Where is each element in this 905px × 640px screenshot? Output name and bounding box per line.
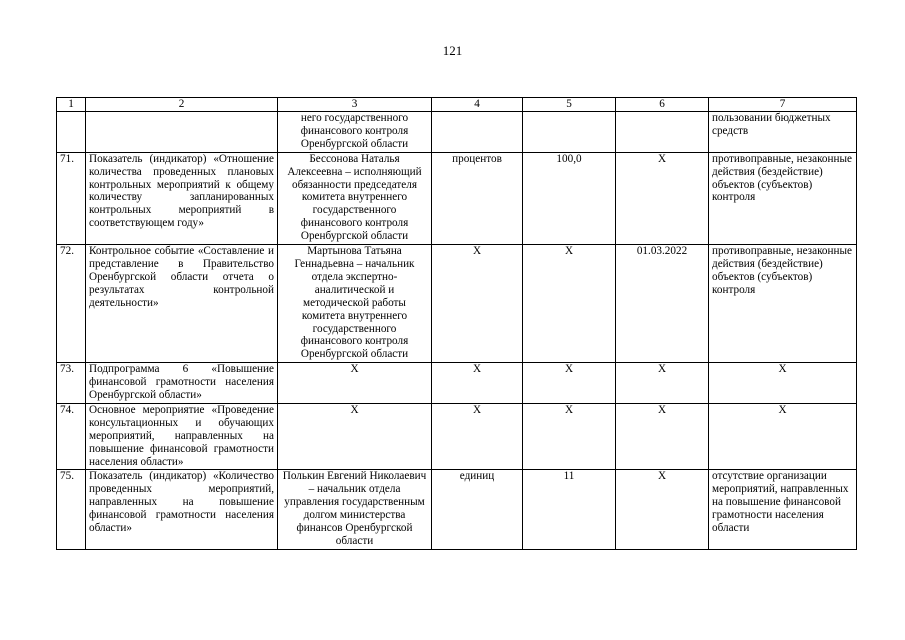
row-value: 100,0 <box>523 152 616 244</box>
row-responsible: X <box>278 403 432 470</box>
header-row <box>57 98 857 112</box>
row-unit: X <box>432 363 523 404</box>
row-date: X <box>616 363 709 404</box>
row-number: 72. <box>57 245 86 363</box>
row-date: X <box>616 403 709 470</box>
column-header-6: 6 <box>616 98 709 112</box>
row-risk: пользовании бюджетных средств <box>709 112 857 153</box>
row-responsible: него государственного финансового контроля Оренбургской области <box>278 112 432 153</box>
row-risk: противоправные, незаконные действия (бездействие) объектов (субъектов) контроля <box>709 152 857 244</box>
row-value: X <box>523 363 616 404</box>
row-date <box>616 112 709 153</box>
row-number <box>57 112 86 153</box>
row-unit: X <box>432 403 523 470</box>
column-header-1: 1 <box>57 98 86 112</box>
column-header-5: 5 <box>523 98 616 112</box>
row-value <box>523 112 616 153</box>
table-row-73 <box>57 363 857 404</box>
column-header-4: 4 <box>432 98 523 112</box>
plan-table <box>56 97 857 550</box>
row-risk: X <box>709 363 857 404</box>
table-row-72 <box>57 245 857 363</box>
row-date: X <box>616 470 709 549</box>
row-date: 01.03.2022 <box>616 245 709 363</box>
table-row-71 <box>57 152 857 244</box>
row-number: 73. <box>57 363 86 404</box>
row-risk: X <box>709 403 857 470</box>
row-value: X <box>523 245 616 363</box>
row-risk: противоправные, незаконные действия (бездействие) объектов (субъектов) контроля <box>709 245 857 363</box>
column-header-7: 7 <box>709 98 857 112</box>
row-value: X <box>523 403 616 470</box>
row-name: Основное мероприятие «Проведение консультационных и обучающих мероприятий, направленных на повышение финансовой грамотности населения области» <box>86 403 278 470</box>
row-responsible: Полькин Евгений Николаевич – начальник отдела управления государственным долгом министерства финансов Оренбургской области <box>278 470 432 549</box>
row-number: 74. <box>57 403 86 470</box>
row-value: 11 <box>523 470 616 549</box>
row-name: Подпрограмма 6 «Повышение финансовой грамотности населения Оренбургской области» <box>86 363 278 404</box>
row-number: 75. <box>57 470 86 549</box>
row-name: Контрольное событие «Составление и представление в Правительство Оренбургской области отчета о результатах контрольной деятельности» <box>86 245 278 363</box>
row-responsible: Бессонова Наталья Алексеевна – исполняющий обязанности председателя комитета внутреннего государственного финансового контроля Оренбургской области <box>278 152 432 244</box>
column-header-2: 2 <box>86 98 278 112</box>
row-unit: единиц <box>432 470 523 549</box>
table-row-75 <box>57 470 857 549</box>
row-unit: X <box>432 245 523 363</box>
row-number: 71. <box>57 152 86 244</box>
row-name: Показатель (индикатор) «Отношение количества проведенных плановых контрольных мероприятий к общему количеству запланированных контрольных мероприятий в соответствующем году» <box>86 152 278 244</box>
table-row-74 <box>57 403 857 470</box>
row-unit <box>432 112 523 153</box>
row-responsible: Мартынова Татьяна Геннадьевна – начальник отдела экспертно-аналитической и методической работы комитета внутреннего государственного финансового контроля Оренбургской области <box>278 245 432 363</box>
row-risk: отсутствие организации мероприятий, направленных на повышение финансовой грамотности населения области <box>709 470 857 549</box>
row-name <box>86 112 278 153</box>
page-number: 121 <box>442 43 463 58</box>
table-row-continuation <box>57 112 857 153</box>
column-header-3: 3 <box>278 98 432 112</box>
row-name: Показатель (индикатор) «Количество проведенных мероприятий, направленных на повышение финансовой грамотности населения области» <box>86 470 278 549</box>
row-responsible: X <box>278 363 432 404</box>
row-date: X <box>616 152 709 244</box>
row-unit: процентов <box>432 152 523 244</box>
